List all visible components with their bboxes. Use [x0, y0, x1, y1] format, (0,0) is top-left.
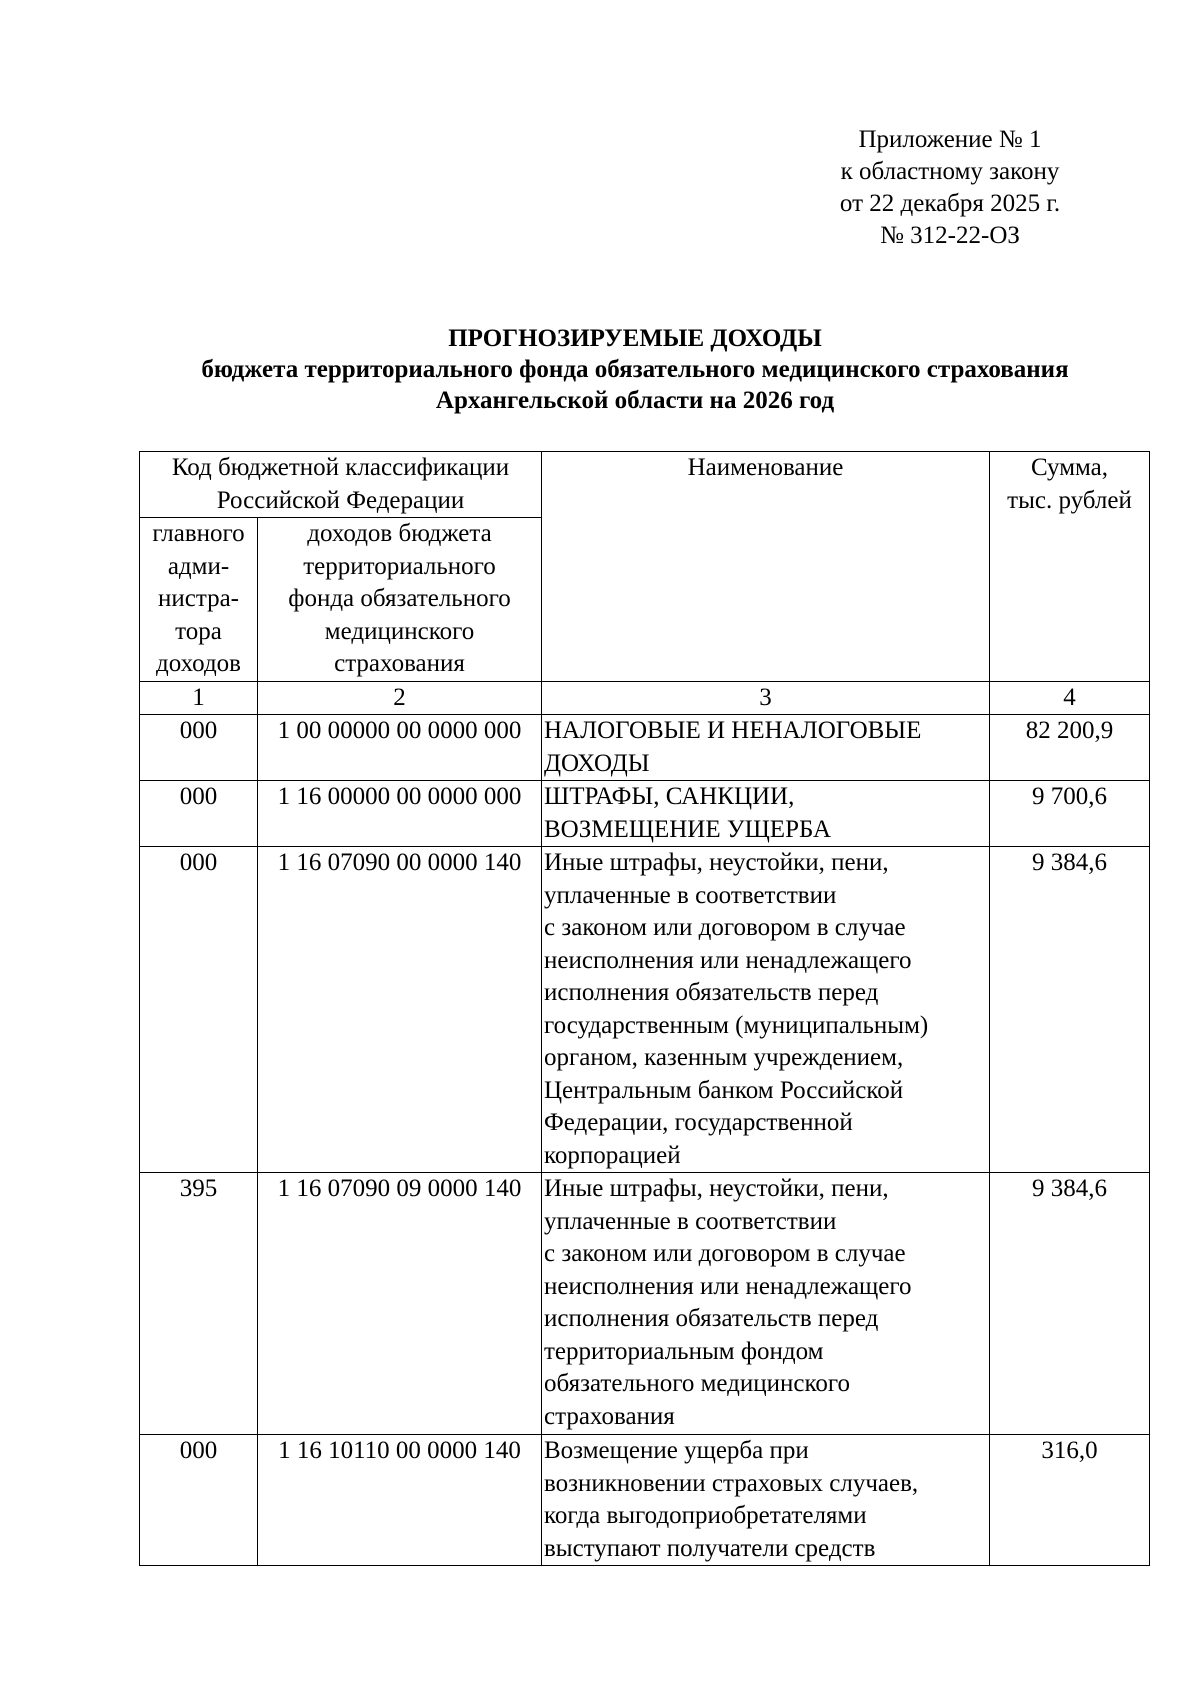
appendix-line-3: от 22 декабря 2025 г. [839, 190, 1061, 217]
admin-header [140, 518, 258, 682]
admin-header-line: главного [152, 520, 245, 547]
income-name-line: выступают получатели средств [544, 1534, 876, 1562]
income-name-line: Иные штрафы, неустойки, пени, [544, 1175, 889, 1202]
income-name-cell [542, 1435, 990, 1566]
income-name-cell [542, 781, 990, 847]
income-header-line: страхования [334, 650, 465, 677]
classification-code-cell: 1 00 00000 00 0000 000 [258, 715, 542, 781]
sum-cell: 9 384,6 [990, 847, 1150, 1173]
sum-cell: 9 384,6 [990, 1173, 1150, 1435]
income-name-line: Центральным банком Российской [544, 1076, 904, 1104]
income-name-line: государственным (муниципальным) [544, 1011, 929, 1039]
income-header-line: доходов бюджета [307, 520, 492, 547]
income-name-line: органом, казенным учреждением, [544, 1044, 904, 1071]
income-name-line: ДОХОДЫ [544, 749, 650, 777]
header-row-1 [140, 452, 1150, 518]
appendix-block [800, 124, 1100, 252]
income-name-line: корпорацией [544, 1141, 681, 1169]
admin-code-cell: 000 [140, 847, 258, 1173]
income-name-line: Иные штрафы, неустойки, пени, [544, 849, 889, 876]
income-name-line: неисполнения или ненадлежащего [544, 946, 912, 974]
admin-header-line: доходов [156, 650, 241, 677]
income-name-line: территориальным фондом [544, 1337, 824, 1365]
sum-header [990, 452, 1150, 682]
income-name-line: НАЛОГОВЫЕ И НЕНАЛОГОВЫЕ [544, 717, 922, 744]
income-name-line: уплаченные в соответствии [544, 881, 837, 909]
appendix-line-1: Приложение № 1 [858, 126, 1042, 153]
title-line-3: Архангельской области на 2026 год [435, 387, 835, 414]
sum-cell: 82 200,9 [990, 715, 1150, 781]
table-row [140, 715, 1150, 781]
income-name-cell [542, 847, 990, 1173]
admin-header-line: тора [175, 617, 222, 645]
sum-header-line-2: тыс. рублей [1007, 486, 1132, 514]
income-header-line: территориального [303, 552, 496, 580]
income-name-line: когда выгодоприобретателями [544, 1502, 867, 1529]
admin-code-cell: 395 [140, 1173, 258, 1435]
income-name-line: неисполнения или ненадлежащего [544, 1272, 912, 1300]
appendix-line-4: № 312-22-ОЗ [880, 222, 1020, 249]
table-row [140, 847, 1150, 1173]
income-name-line: уплаченные в соответствии [544, 1207, 837, 1235]
income-header-line: фонда обязательного [288, 585, 511, 612]
income-name-line: с законом или договором в случае [544, 1240, 906, 1267]
income-name-line: исполнения обязательств перед [544, 1305, 879, 1332]
title-line-2: бюджета территориального фонда обязательного медицинского страхования [201, 356, 1069, 383]
column-number: 3 [542, 681, 990, 715]
sum-cell: 316,0 [990, 1435, 1150, 1566]
income-name-line: возникновении страховых случаев, [544, 1469, 919, 1497]
document-title [130, 323, 1140, 416]
column-number: 1 [140, 681, 258, 715]
admin-code-cell: 000 [140, 1435, 258, 1566]
name-header: Наименование [542, 452, 990, 682]
classification-code-cell: 1 16 07090 00 0000 140 [258, 847, 542, 1173]
table-row [140, 1435, 1150, 1566]
code-group-header: Код бюджетной классификации Российской Федерации [140, 452, 542, 518]
column-number-row [140, 681, 1150, 715]
table-row [140, 781, 1150, 847]
income-header-line: медицинского [324, 617, 475, 645]
column-number: 2 [258, 681, 542, 715]
income-name-cell [542, 715, 990, 781]
income-name-line: исполнения обязательств перед [544, 979, 879, 1006]
appendix-line-2: к областному закону [840, 158, 1060, 185]
income-name-line: страхования [544, 1402, 675, 1430]
admin-header-line: нистра- [157, 585, 239, 612]
admin-code-cell: 000 [140, 715, 258, 781]
income-name-line: Федерации, государственной [544, 1109, 853, 1136]
classification-code-cell: 1 16 10110 00 0000 140 [258, 1435, 542, 1566]
income-name-cell [542, 1173, 990, 1435]
income-name-line: ШТРАФЫ, САНКЦИИ, [544, 783, 795, 810]
admin-header-line: адми- [167, 552, 230, 580]
sum-cell: 9 700,6 [990, 781, 1150, 847]
classification-code-cell: 1 16 00000 00 0000 000 [258, 781, 542, 847]
income-name-line: Возмещение ущерба при [544, 1437, 809, 1464]
title-line-1: ПРОГНОЗИРУЕМЫЕ ДОХОДЫ [448, 325, 822, 352]
sum-header-line-1: Сумма, [1030, 454, 1109, 481]
column-number: 4 [990, 681, 1150, 715]
table-row [140, 1173, 1150, 1435]
income-name-line: обязательного медицинского [544, 1370, 851, 1397]
income-name-line: ВОЗМЕЩЕНИЕ УЩЕРБА [544, 815, 832, 843]
admin-code-cell: 000 [140, 781, 258, 847]
classification-code-cell: 1 16 07090 09 0000 140 [258, 1173, 542, 1435]
revenue-table [139, 451, 1150, 1566]
income-code-header [258, 518, 542, 682]
income-name-line: с законом или договором в случае [544, 914, 906, 941]
